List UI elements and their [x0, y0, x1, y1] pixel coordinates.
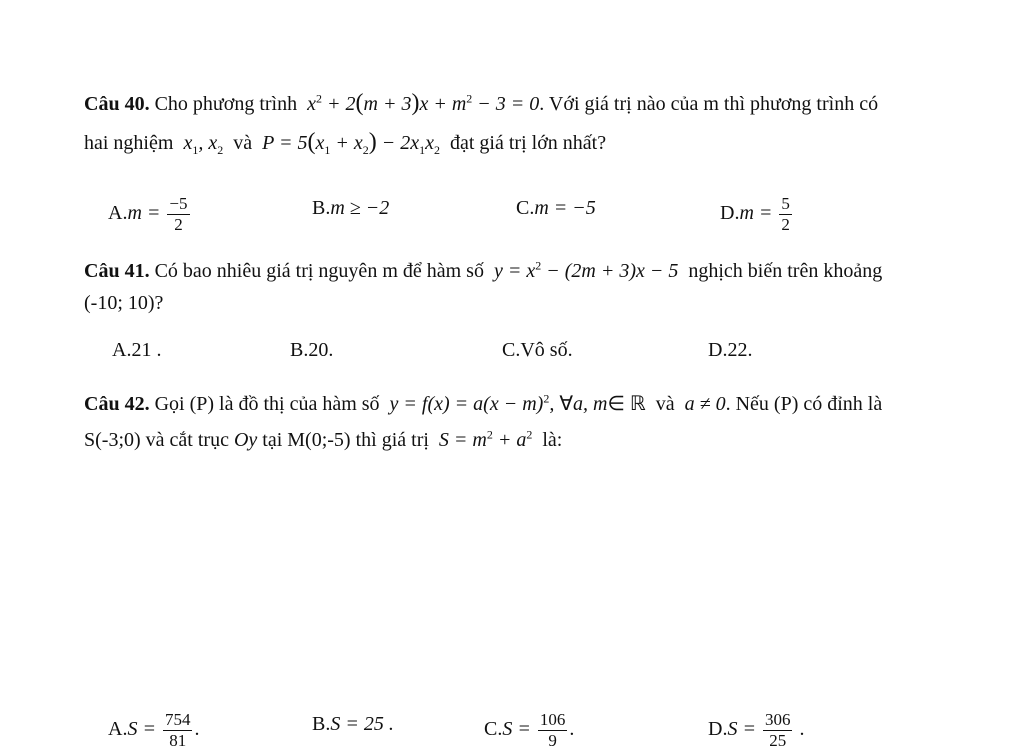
- q40-equation: $x^2 + 2(m + 3)x + m^2 - 3 = 0$: [302, 90, 540, 116]
- q40-option-a-fraction: $\frac{-5}{2}$: [169, 194, 188, 234]
- q42-axis: Oy: [233, 429, 258, 451]
- q41-line-1: [84, 257, 882, 285]
- q40-option-d: D.m = $\frac{5}{2}$: [720, 194, 790, 234]
- q42-label: Câu 42.: [84, 393, 150, 415]
- q41-option-c: C.Vô số.: [502, 339, 573, 361]
- q41-label: Câu 41.: [84, 260, 150, 282]
- q40-option-c: C.m = −5: [516, 197, 596, 219]
- q42-line-1: [84, 390, 882, 418]
- q42-line-2: [84, 426, 562, 454]
- q42-text-4: S(-3;0) và cắt trục: [84, 429, 229, 451]
- q41-text-1: Có bao nhiêu giá trị nguyên m để hàm số: [154, 260, 484, 282]
- q41-option-b: B.20.: [290, 339, 334, 361]
- q42-text-5: tại M(0;-5) thì giá trị: [262, 429, 429, 451]
- q40-roots: $x_1$, $x_2$: [178, 132, 224, 157]
- q40-option-a: A.m = $\frac{-5}{2}$: [108, 194, 188, 234]
- q40-text-1: Cho phương trình: [154, 93, 298, 115]
- q42-text-6: là:: [542, 429, 563, 451]
- q42-option-a-fraction: $\frac{754}{81}$: [164, 710, 191, 750]
- q42-target: $S = m^2 + a^2$: [433, 427, 533, 451]
- q41-text-3: (-10; 10)?: [84, 292, 164, 314]
- q40-line-2: [84, 128, 606, 157]
- q42-condition: a ≠ 0: [679, 393, 726, 415]
- q40-expression: $P = 5(x_1 + x_2) - 2x_1x_2$: [257, 129, 440, 157]
- q42-text-3: . Nếu (P) có đỉnh là: [725, 393, 883, 415]
- q41-option-a: A.21 .: [112, 339, 162, 361]
- q40-text-2: . Với giá trị nào của m thì phương trình có: [539, 93, 879, 115]
- q42-function: $y = f(x) = a(x - m)^2$, ∀a, m∈ ℝ: [384, 391, 646, 415]
- q41-text-2: nghịch biến trên khoảng: [688, 260, 883, 282]
- q41-line-2: [84, 289, 163, 317]
- q42-option-b: B.S = 25 .: [312, 713, 394, 735]
- q40-option-d-fraction: $\frac{5}{2}$: [781, 194, 790, 234]
- q42-text-1: Gọi (P) là đồ thị của hàm số: [154, 393, 380, 415]
- q42-option-c: C.S = $\frac{106}{9}$ .: [484, 710, 575, 750]
- q40-option-b: B.m ≥ −2: [312, 197, 390, 219]
- q40-line-1: [84, 89, 878, 118]
- q42-option-d: D.S = $\frac{306}{25}$ .: [708, 710, 805, 750]
- q40-label: Câu 40.: [84, 93, 150, 115]
- q42-text-2: và: [655, 393, 675, 415]
- q41-function: $y = x^2 - (2m + 3)x - 5$: [488, 258, 684, 282]
- q40-text-5: đạt giá trị lớn nhất?: [450, 132, 607, 154]
- q40-text-4: và: [233, 132, 253, 154]
- q41-option-d: D.22.: [708, 339, 753, 361]
- q42-option-c-fraction: $\frac{106}{9}$: [539, 710, 566, 750]
- q40-text-3: hai nghiệm: [84, 132, 174, 154]
- q42-option-a: A.S = $\frac{754}{81}$ .: [108, 710, 200, 750]
- q42-option-d-fraction: $\frac{306}{25}$: [764, 710, 791, 750]
